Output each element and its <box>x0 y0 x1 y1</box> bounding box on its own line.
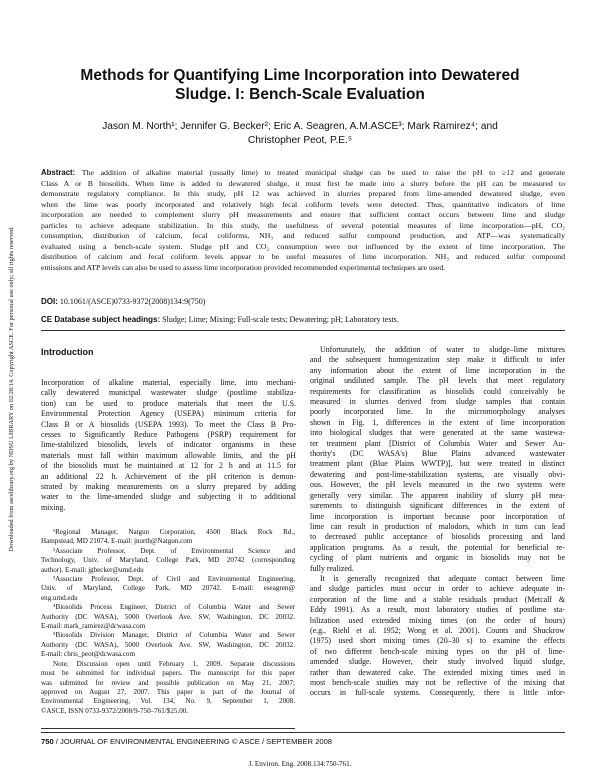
doi <box>41 296 205 307</box>
abstract-line: incorporation are needed to complement slurry pH measurements and ensure that sufficient contact occurs between lime and sludge <box>41 210 565 219</box>
download-watermark: Downloaded from ascelibrary.org by NDSU LIBRARY on 02/28/14. Copyright ASCE. For personal use only; all rights reserved. <box>8 226 15 552</box>
abstract-line: Abstract: The addition of alkaline material (usually lime) to treated municipal sludge can be used to raise the pH to ≥12 and generate <box>41 168 565 177</box>
introduction-heading: Introduction <box>41 347 94 357</box>
body-line: cycling of plant nutrients and organic in biosolids may not be <box>310 553 565 563</box>
title-line: Methods for Quantifying Lime Incorporation into Dewatered <box>80 67 520 84</box>
footnote-line: E-mail: chris_peot@dcwasa.com <box>41 650 135 659</box>
footnote-line: ²Associate Professor, Dept. of Environmental Science and <box>53 546 295 555</box>
footnote-line: eng.umd.edu <box>41 593 78 602</box>
body-line: ous. However, the pH levels measured in the two systems were <box>310 480 565 490</box>
body-line: Environmental Protection Agency (USEPA) minimum criteria for <box>41 409 296 419</box>
ce-database-label: CE Database subject headings: <box>41 315 161 324</box>
footnote-line: Authority (DC WASA), 5000 Overlook Ave. SW, Washington, DC 20032. <box>41 612 295 621</box>
body-line: most bench-scale studies may not be reflective of the mixing that <box>310 678 565 687</box>
body-line: measured in slurries derived from sludge samples that contain <box>310 397 565 407</box>
body-line: strated by making measurements on a slurry prepared by adding <box>41 482 296 492</box>
body-line: to decreased public acceptance of biosolids processing and land <box>310 532 565 542</box>
abstract <box>41 168 565 273</box>
introduction-body <box>41 378 296 513</box>
body-line: of two different bench-scale mixing types on the pH of lime- <box>310 646 565 656</box>
body-line: shown in Fig. 1, differences in the extent of lime incorporation <box>310 417 565 427</box>
author-line: Christopher Peot, P.E.⁵ <box>247 135 353 146</box>
body-line: treatment plant (Blue Plains WWTP)], but were treated in distinct <box>310 459 565 469</box>
abstract-line: distribution of calcium and fecal coliform levels appear to be useful measures of lime incorporation. NH₃ and reduced sulfur compound <box>41 252 565 261</box>
paper-title <box>40 66 560 104</box>
body-line: any information about the extent of lime incorporation in the <box>310 365 565 375</box>
footnote-line: ¹Regional Manager, Natgun Corporation, 4500 Black Rock Rd., <box>53 528 295 536</box>
body-line: dewatering and post-lime-stabilization systems, are visually obvi- <box>310 469 565 479</box>
citation-line: J. Environ. Eng. 2008.134:750-761. <box>248 760 352 768</box>
author-footnotes <box>41 528 295 716</box>
body-line: original undiluted sample. The pH levels that meet regulatory <box>310 376 565 386</box>
body-line: of the biosolids must be maintained at 12 for 2 h and at 11.5 for <box>41 461 296 471</box>
footnote-line: Technology, Univ. of Maryland, College Park, MD 20742 (corresponding <box>41 556 295 565</box>
body-line: lime-stabilized biosolids, levels of indicator organisms in these <box>41 440 296 450</box>
footnote-line: Hampstead, MD 21074. E-mail: jnorth@Natgun.com <box>41 537 193 546</box>
footnote-line: was submitted for review and possible publication on May 21, 2007; <box>41 678 295 687</box>
body-line: application programs. As a result, the potential for beneficial re- <box>310 542 565 552</box>
body-line: water to the lime-amended sludge and subjecting it to additional <box>41 492 296 502</box>
body-line: into biological sludges that were generated at the same wastewa- <box>310 428 565 438</box>
body-line: mixing. <box>41 502 66 512</box>
ce-database-headings <box>41 314 399 325</box>
body-line: (e.g., Riehl et al. 1952; Wong et al. 2001). Counts and Shuckrow <box>310 625 565 635</box>
abstract-line: Class A or B biosolids. When lime is added to dewatered sludge, it must first be made into a slurry before the pH can be measured to <box>41 178 565 188</box>
ce-database-terms: Sludge; Lime; Mixing; Full-scale tests; Dewatering; pH; Laboratory tests. <box>162 315 399 324</box>
footnote-line: ³Associate Professor, Dept. of Civil and Environmental Engineering, <box>53 575 295 584</box>
footnote-line: ©ASCE, ISSN 0733-9372/2008/9-750–761/$25.00. <box>41 706 189 715</box>
body-line: an additional 22 h. Achievement of the pH criterion is demon- <box>41 471 296 481</box>
body-line: rather than dewatered cake. The extended mixing times used in <box>310 667 565 677</box>
abstract-line: when the lime was poorly incorporated and relatively high fecal coliform levels were detected. Thus, quantitative indicators of lime <box>41 199 565 209</box>
footnote-line: ⁵Biosolids Division Manager, District of Columbia Water and Sewer <box>53 631 295 640</box>
body-line: It is generally recognized that adequate contact between lime <box>320 573 565 583</box>
body-line: materials must fall within maximum allowable limits, and the pH <box>41 450 296 460</box>
page-number: 750 <box>41 737 54 746</box>
footnote-line: Environmental Engineering, Vol. 134, No. 9, September 1, 2008. <box>41 697 295 706</box>
body-line: occurs in full-scale systems. Consequently, there is little infor- <box>310 688 565 698</box>
body-line: cally dewatered municipal wastewater sludge (postlime stabiliza- <box>41 388 296 398</box>
body-line: generally very similar. The apparent inability of slurry pH mea- <box>310 490 565 500</box>
body-line: and the subsequent homogenization step make it difficult to infer <box>310 355 565 365</box>
body-line: cesses to Significantly Reduce Pathogens (PSRP) requirement for <box>41 430 296 440</box>
abstract-line: consumption, distribution of calcium, fecal coliforms, NH₃ and reduced sulfur compound production, and ATP—was systematically <box>41 231 565 240</box>
footnote-line: approved on August 27, 2007. This paper is part of the Journal of <box>41 687 295 696</box>
author-list <box>50 120 550 148</box>
footnote-line: Univ. of Maryland, College Park, MD 20742. E-mail: eseagren@ <box>41 584 295 593</box>
footnote-line: must be submitted for individual papers. The manuscript for this paper <box>41 669 295 678</box>
right-column-body <box>310 345 565 699</box>
abstract-line: evaluated using a bench-scale system. Sludge pH and CO₂ consumption were not influenced by the extent of lime incorporation. The <box>41 241 565 251</box>
body-line: fully realized. <box>310 563 354 573</box>
section-divider <box>41 330 565 331</box>
abstract-label: Abstract: <box>41 168 76 177</box>
body-line: requirements for classification as biosolids could conceivably be <box>310 386 565 396</box>
footer-divider <box>41 728 295 729</box>
body-line: bilization used extended mixing times (on the order of hours) <box>310 615 565 625</box>
footnote-line: author). E-mail: jgbecker@umd.edu <box>41 565 144 574</box>
body-line: lime can result in production of malodors, which in turn can lead <box>310 521 565 531</box>
doi-label: DOI: <box>41 297 58 306</box>
abstract-line: demonstrate regulatory compliance. In this study, pH 12 was achieved in slurries prepared from lime-amended dewatered sludge, even <box>41 189 565 198</box>
footer-rule <box>41 732 565 733</box>
footnote-line: ⁴Biosolids Process Engineer, District of Columbia Water and Sewer <box>53 603 295 612</box>
body-line: Class B or A biosolids (USEPA 1993). To meet the Class B Pro- <box>41 419 296 429</box>
abstract-line: particles to achieve adequate stabilization. In this study, the usefulness of several potential measures of lime incorporation—pH, CO₂ <box>41 220 565 230</box>
body-line: surements to distinguish significant differences in the extent of <box>310 501 565 511</box>
title-line: Sludge. I: Bench-Scale Evaluation <box>175 86 425 103</box>
body-line: lime incorporation is important because poor incorporation of <box>310 511 565 521</box>
body-line: Eddy 1991). As a result, most laboratory studies of postlime sta- <box>310 605 565 615</box>
footnote-line: E-mail: mark_ramirez@dcwasa.com <box>41 622 146 631</box>
doi-link[interactable]: 10.1061/(ASCE)0733-9372(2008)134:9(750) <box>59 297 206 306</box>
body-line: Unfortunately, the addition of water to sludge–lime mixtures <box>320 345 565 354</box>
body-line: amended sludge. However, their study involved liquid sludge, <box>310 657 565 667</box>
body-line: ter treatment plant [District of Columbia Water and Sewer Au- <box>310 438 565 448</box>
body-line: (1975) used short mixing times (20–30 s) to examine the effects <box>310 636 565 646</box>
abstract-line: emissions and ATP levels can also be used to assess lime incorporation provided recommended experimental techniques are used. <box>41 262 446 272</box>
author-line: Jason M. North¹; Jennifer G. Becker²; Eric A. Seagren, A.M.ASCE³; Mark Ramirez⁴; and <box>102 121 498 132</box>
footnote-line: Note. Discussion open until February 1, 2009. Separate discussions <box>53 659 295 668</box>
body-line: Incorporation of alkaline material, especially lime, into mechani- <box>41 378 296 387</box>
body-line: and sludge particles must occur in order to achieve adequate in- <box>310 584 565 594</box>
body-line: corporation of the lime and a stable residuals product (Metcalf & <box>310 594 565 604</box>
journal-running-footer: / JOURNAL OF ENVIRONMENTAL ENGINEERING © ASCE / SEPTEMBER 2008 <box>55 737 333 746</box>
footnote-line: Authority (DC WASA), 5000 Overlook Ave. SW, Washington, DC 20032. <box>41 640 295 649</box>
page-footer <box>41 737 332 747</box>
body-line: poorly incorporated lime. In the micromorphology analyses <box>310 407 565 417</box>
body-line: tion) can be used to produce materials that meet the U.S. <box>41 398 296 408</box>
body-line: thority's (DC WASA's) Blue Plains advanced wastewater <box>310 449 565 459</box>
